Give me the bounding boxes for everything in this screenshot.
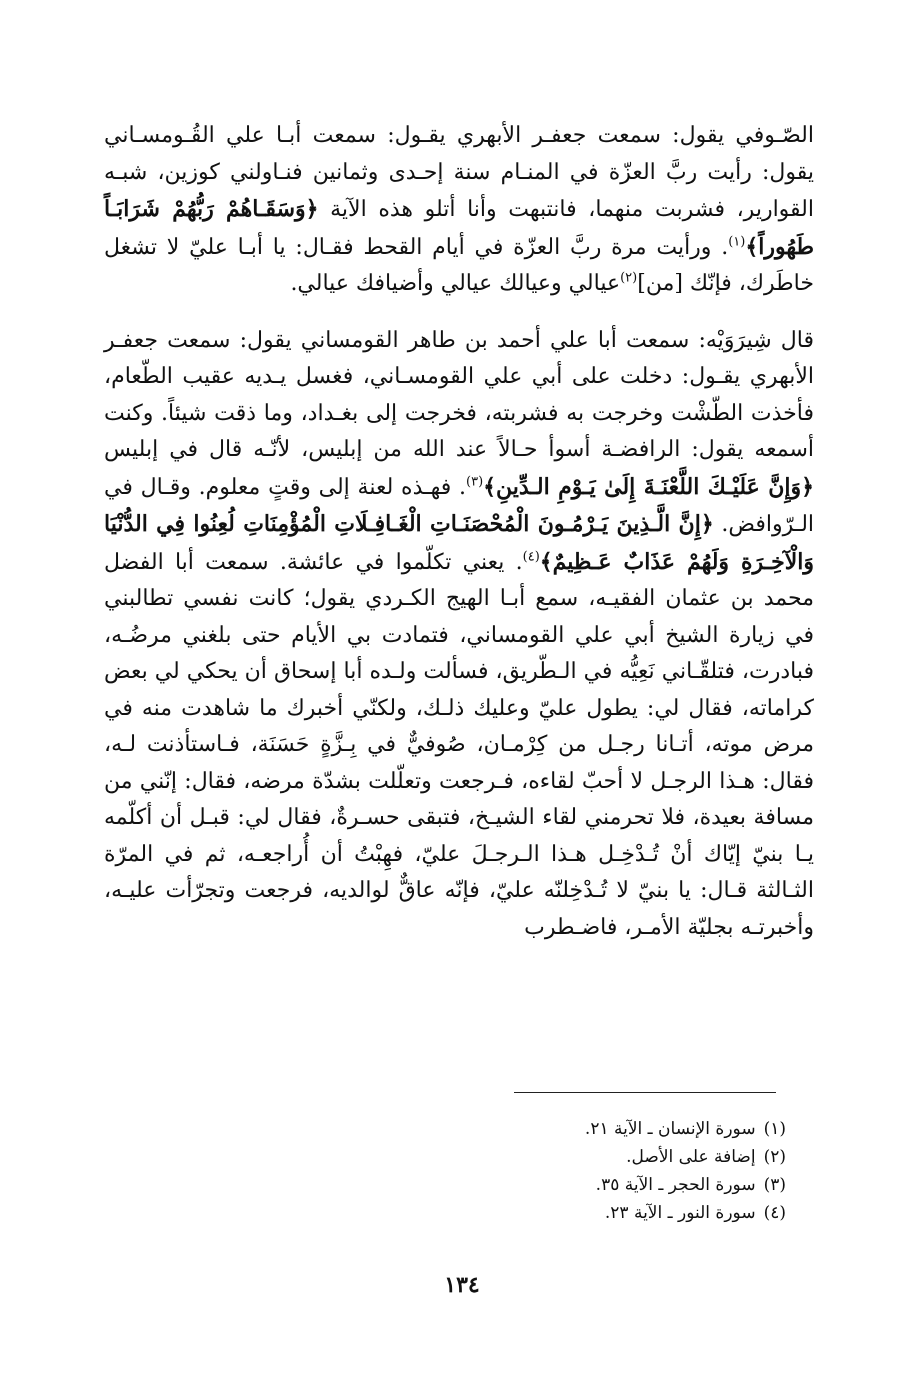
footnote-divider [514, 1092, 776, 1093]
page-number: ١٣٤ [444, 1272, 480, 1298]
footnote [406, 1143, 786, 1171]
quran-verse: ﴿وَسَقَـاهُمْ رَبُّهُمْ شَرَابَـاً طَهُوراً﴾ [104, 196, 814, 260]
text-segment: قال شِيرَوَيْه: سمعت أبا علي أحمد بن طاهر القومساني يقول: سمعت جعفـر الأبهري يقـول: دخلت على أبي علي القومسـاني، فغسل يـديه عقيب الطّعام، فأخذت الطّشْت وخرجت به فشربته، فخرجت إلى بغـداد، وما ذقت شيئاً. وكنت أسمعه يقول: الرافضـة أسوأ حـالاً عند الله من إبليس، لأنّـه قال في إبليس [104, 327, 814, 462]
footnote-text: سورة الإنسان ـ الآية ٢١. [584, 1119, 756, 1139]
footnote-reference: (٢) [620, 270, 638, 286]
footnote-text: إضافة على الأصل. [626, 1147, 756, 1167]
footnote-text: سورة الحجر ـ الآية ٣٥. [595, 1175, 756, 1195]
footnote-number: (٢) [763, 1147, 786, 1167]
footnotes [406, 1115, 786, 1227]
text-segment: عيالي وعيالك عيالي وأضيافك عيالي. [290, 271, 621, 296]
text-segment: . ورأيت مرة ربَّ العزّة في أيام القحط فقـال: يا أبـا عليّ لا تشغل خاطَرك، فإنّك [من] [104, 234, 814, 296]
footnote-reference: (١) [728, 234, 746, 250]
text-segment: الصّـوفي يقول: سمعت جعفـر الأبهري يقـول: سمعت أبـا علي القُـومسـاني يقول: رأيت ربَّ العزّة في المنـام سنة إحـدى وثمانين فنـاولني كوزين، شبـه القوارير، فشربت منهما، فانتبهت وأنا أتلو هذه الآية [104, 123, 814, 222]
quran-verse: ﴿وَإِنَّ عَلَيْـكَ اللَّعْنَـةَ إِلَىٰ يَـوْمِ الـدِّينِ﴾ [483, 473, 815, 500]
footnote-text: سورة النور ـ الآية ٢٣. [604, 1203, 756, 1223]
footnote [406, 1171, 786, 1199]
paragraph [104, 118, 814, 303]
main-text [104, 118, 814, 946]
footnote-number: (٣) [763, 1175, 786, 1195]
footnote [406, 1115, 786, 1143]
footnote-number: (٤) [763, 1203, 786, 1223]
quran-verse: ﴿إِنَّ الَّـذِينَ يَـرْمُـونَ الْمُحْصَنَـاتِ الْغَـافِـلَاتِ الْمُؤْمِنَاتِ لُعِنُوا فِي الدُّنْيَا وَالْآخِـرَةِ وَلَهُمْ عَذَابٌ عَـظِيمٌ﴾ [104, 511, 814, 575]
footnote-number: (١) [763, 1119, 786, 1139]
text-segment: . فهـذه لعنة إلى وقتٍ معلوم. وقـال في الـرّوافض. [104, 474, 815, 537]
paragraph [104, 323, 814, 947]
text-segment: . يعني تكلّموا في عائشة. سمعت أبا الفضل محمد بن عثمان الفقيـه، سمع أبـا الهيج الكـردي يقول؛ كانت نفسي تطالبني في زيارة الشيخ أبي علي القومساني، فتمادت بي الأيام حتى بلغني مرضُـه، فبادرت، فتلقّـاني نَعِيُّه في الـطّريق، فسألت ولـده أبا إسحاق أن يحكي لي بعض كراماته، فقال لي: يطول عليّ وعليك ذلـك، ولكنّي أخبرك ما شاهدت منه في مرض موته، أتـانا رجـل من كِرْمـان، صُوفيٌّ في بِـزَّةٍ حَسَنَة، فـاستأذنت لـه، فقال: هـذا الرجـل لا أحبّ لقاءه، فـرجعت وتعلّلت بشدّة مرضه، فقال: إنّني من مسافة بعيدة، فلا تحرمني لقاء الشيـخ، فتبقى حسـرةٌ، فقال لي: قبـل أن أكلّمه يـا بنيّ إيّاك أنْ تُـدْخِـل هـذا الـرجـلَ عليّ، فهِبْتُ أن أُراجعـه، ثم في المرّة الثـالثة قـال: يا بنيّ لا تُـدْخِلنّه عليّ، فإنّه عاقٌّ لوالديه، فرجعت وتجرّأت عليـه، وأخبرتـه بجليّة الأمـر، فاضـطرب [104, 549, 814, 940]
footnote [406, 1199, 786, 1227]
footnote-reference: (٤) [522, 549, 540, 565]
footnote-reference: (٣) [466, 474, 484, 490]
